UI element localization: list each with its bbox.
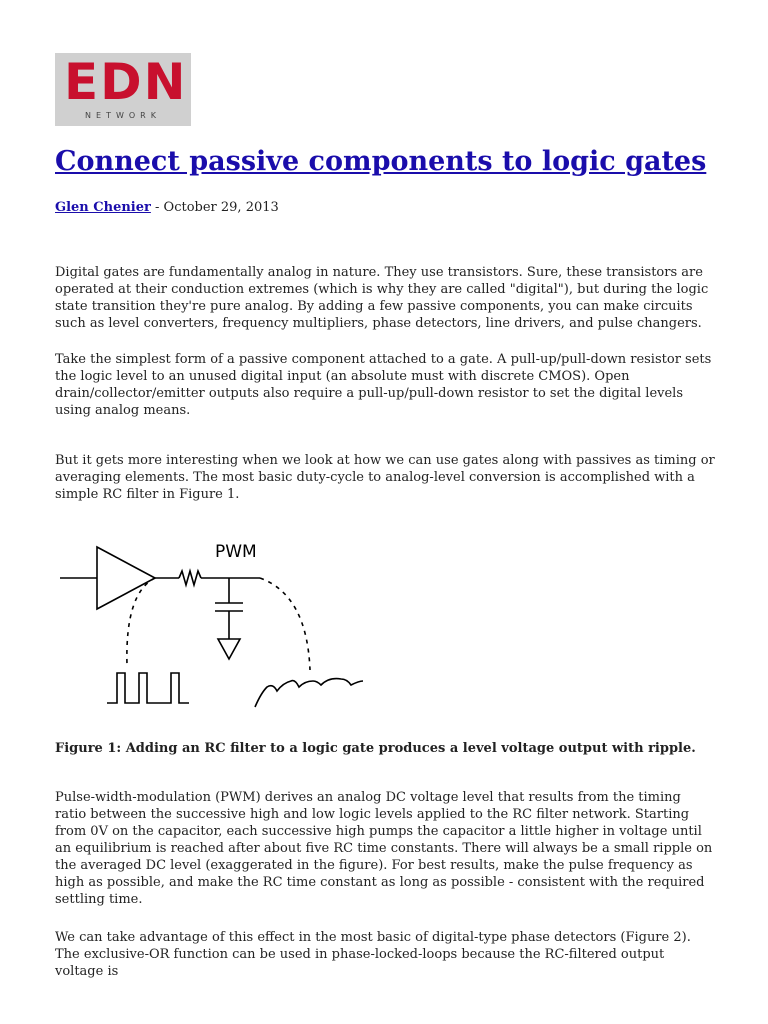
figure-pwm-label: PWM <box>215 542 257 562</box>
logo-text: EDN <box>64 53 188 111</box>
logo-subtext: NETWORK <box>85 111 161 120</box>
paragraph-4: Pulse-width-modulation (PWM) derives an analog DC voltage level that results from the timing ratio between the successive high and low logic levels applied to the RC filter network. Starting from 0V on the capacitor, each successive high pumps the capacitor a little higher in voltage until an equilibrium is reached after about five RC time constants. There will always be a small ripple on the averaged DC level (exaggerated in the figure). For best results, make the pulse frequency as high as possible, and make the RC time constant as long as possible - consistent with the required settling time. <box>55 790 713 907</box>
article-title[interactable]: Connect passive components to logic gates <box>55 146 707 177</box>
edn-logo[interactable] <box>55 53 191 126</box>
publish-date: - October 29, 2013 <box>150 200 279 215</box>
figure-caption: Figure 1: Adding an RC filter to a logic gate produces a level voltage output with ripple. <box>55 741 696 756</box>
paragraph-2: Take the simplest form of a passive component attached to a gate. A pull-up/pull-down resistor sets the logic level to an unused digital input (an absolute must with discrete CMOS). Open drain/collector/emitter outputs also require a pull-up/pull-down resistor to set the digital levels using analog means. <box>55 352 712 418</box>
paragraph-1: Digital gates are fundamentally analog in nature. They use transistors. Sure, these transistors are operated at their conduction extremes (which is why they are called "digital"), but during the logic state transition they're pure analog. By adding a few passive components, you can make circuits such as level converters, frequency multipliers, phase detectors, line drivers, and pulse changers. <box>55 265 709 331</box>
logo-mark <box>64 53 188 115</box>
paragraph-3: But it gets more interesting when we look at how we can use gates along with passives as timing or averaging elements. The most basic duty-cycle to analog-level conversion is accomplished with a simple RC filter in Figure 1. <box>55 453 715 502</box>
author-link[interactable]: Glen Chenier <box>55 200 151 215</box>
figure-1-rc-filter-diagram <box>55 535 385 715</box>
paragraph-5: We can take advantage of this effect in the most basic of digital-type phase detectors (Figure 2). The exclusive-OR function can be used in phase-locked-loops because the RC-filtered output voltage is <box>55 930 691 979</box>
byline <box>55 199 279 217</box>
